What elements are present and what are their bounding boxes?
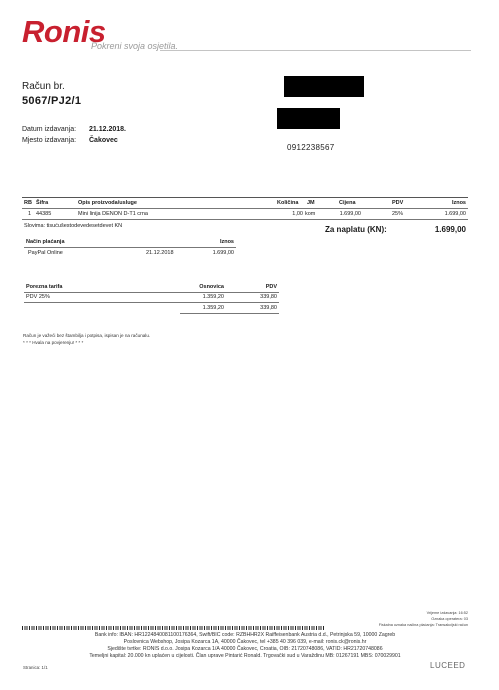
row-opis: Mini linija DENON D-T1 crna (78, 211, 148, 217)
col-pdv: PDV (392, 200, 404, 206)
tax-base-total: 1.359,20 (202, 305, 224, 311)
col-kolicina: Količina (277, 200, 299, 206)
barcode (22, 626, 324, 630)
redaction-block (284, 76, 364, 97)
row-rb: 1 (28, 211, 32, 217)
col-jm: JM (307, 200, 315, 206)
footer-company-info: Sjedište tvrtke: RONIS d.o.o. Josipa Kozarca 1/A 40000 Čakovec, Croatia, OIB: 21720748086, VATID: HR21720748086 (107, 646, 383, 652)
validity-note: Račun je važeći bez štambilja i potpisa, ispisan je na računalu. (23, 333, 151, 338)
tax-vat: 339,80 (260, 294, 277, 300)
table-header-rule (22, 208, 468, 209)
payment-date: 21.12.2018 (146, 250, 174, 256)
tax-base-header: Osnovica (199, 284, 224, 290)
payment-method: PayPal Online (28, 250, 63, 256)
col-opis: Opis proizvoda/usluge (78, 200, 137, 206)
tax-header-rule (24, 292, 279, 293)
issue-date-label: Datum izdavanja: (22, 126, 77, 133)
brand-logo: Ronis (22, 14, 106, 49)
operator-code: Oznaka operatera: 03 (431, 617, 468, 621)
col-cijena: Cijena (339, 200, 356, 206)
header-divider (160, 50, 471, 51)
footer-capital-info: Temeljni kapital: 20.000 kn uplaćen u cijelosti. Član uprave Pintarić Ronald. Trgovački sud u Varaždinu MB: 01267191 MBS: 070029901 (89, 653, 401, 659)
col-iznos: Iznos (451, 200, 466, 206)
footer-bank-info: Bank info: IBAN: HR1224840081100176364, Swift/BIC code: RZBHHR2X Raiffeisenbank Austria d.d., Petrinjska 59, 10000 Zagreb (94, 632, 396, 638)
tax-total-rule (180, 313, 279, 314)
issue-place-label: Mjesto izdavanja: (22, 137, 77, 144)
payment-header-rule (24, 247, 236, 248)
total-due-label: Za naplatu (KN): (325, 225, 387, 234)
col-rb: RB (24, 200, 32, 206)
invoice-label: Račun br. (22, 81, 65, 92)
payment-amount-header: Iznos (219, 239, 234, 245)
row-pdv: 25% (392, 211, 404, 217)
amount-in-words: Slovima: tisućušestodevedesetdevet KN (24, 223, 123, 229)
row-iznos: 1.699,00 (444, 211, 466, 217)
brand-tagline: Pokreni svoja osjetila. (91, 41, 179, 51)
tax-rate-header: Porezna tarifa (26, 284, 63, 290)
tax-body-rule (24, 302, 279, 303)
table-body-rule (22, 219, 468, 220)
page-indicator: Stranica: 1/1 (23, 665, 48, 670)
footer-office-info: Poslovnica Webshop, Josipa Kozarca 1A, 40000 Čakovec, tel +385 40 396 039, e-mail: ronis.ck@ronis.hr (123, 639, 367, 645)
tax-base: 1.359,20 (202, 294, 224, 300)
thank-you-note: * * * Hvala na povjerenju! * * * (23, 340, 84, 345)
total-due-value: 1.699,00 (434, 225, 466, 234)
tax-rate: PDV 25% (26, 294, 50, 300)
row-sifra: 44385 (36, 211, 52, 217)
issue-date: 21.12.2018. (89, 126, 126, 133)
fiscal-payment-note: Fiskalna oznaka načina plaćanja: Transakcijski račun (378, 623, 468, 627)
customer-phone: 0912238567 (287, 143, 335, 152)
payment-method-header: Način plaćanja (26, 239, 65, 245)
redaction-block (277, 108, 340, 129)
tax-vat-header: PDV (265, 284, 277, 290)
row-kolicina: 1,00 (292, 211, 303, 217)
issue-place: Čakovec (89, 137, 118, 144)
row-jm: kom (305, 211, 316, 217)
tax-vat-total: 339,80 (260, 305, 277, 311)
software-logo: LUCEED (430, 661, 466, 670)
table-top-rule (22, 197, 468, 198)
invoice-number: 5067/PJ2/1 (22, 95, 82, 107)
row-cijena: 1.699,00 (339, 211, 361, 217)
issue-time: Vrijeme izdavanja: 16:52 (426, 611, 468, 615)
payment-amount: 1.699,00 (212, 250, 234, 256)
col-sifra: Šifra (36, 200, 49, 206)
